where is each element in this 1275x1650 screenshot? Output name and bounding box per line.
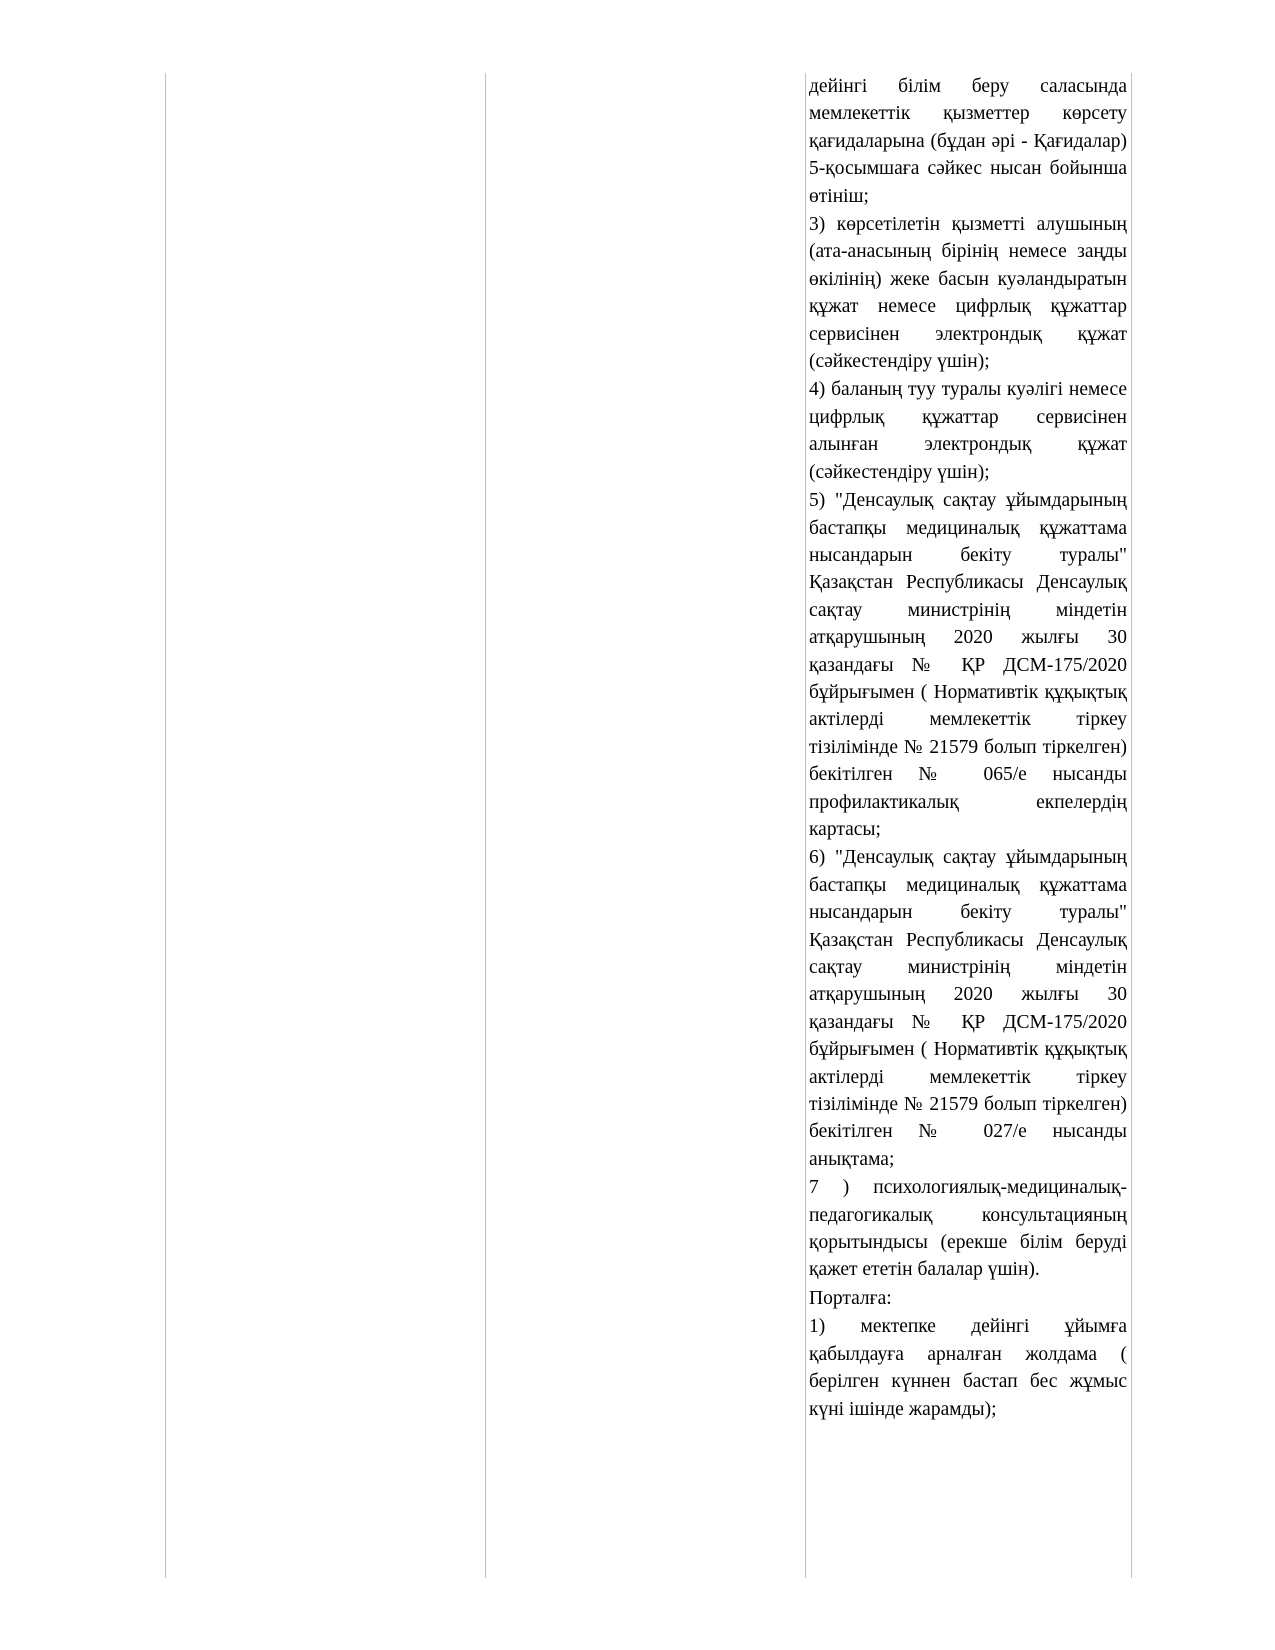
table-column-divider-2	[805, 73, 806, 1578]
table-left-border	[165, 73, 166, 1578]
table-column-divider-1	[485, 73, 486, 1578]
table-right-border	[1131, 73, 1132, 1578]
paragraph-pmpc-conclusion: 7 ) психологиялық-медициналық-педагогикалық консультацияның қорытындысы (ерекше білім беруді қажет ететін балалар үшін).	[809, 1177, 1127, 1281]
paragraph-portal-heading: Порталға:	[809, 1287, 892, 1309]
paragraph-medical-certificate: 6) "Денсаулық сақтау ұйымдарының бастапқы медициналық құжаттама нысандарын бекіту туралы" Қазақстан Республикасы Денсаулық сақтау министрінің міндетін атқарушының 2020 жылғы 30 қазандағы № ҚР ДСМ-175/2020 бұйрығымен ( Нормативтік құқықтық актілерді мемлекеттік тіркеу тізілімінде № 21579 болып тіркелген) бекітілген № 027/е нысанды анықтама;	[809, 847, 1127, 1170]
paragraph-birth-certificate: 4) баланың туу туралы куәлігі немесе цифрлық құжаттар сервисінен алынған электрондық құжат (сәйкестендіру үшін);	[809, 379, 1127, 483]
paragraph-application-form: дейінгі білім беру саласында мемлекеттік қызметтер көрсету қағидаларына (бұдан әрі - Қағидалар) 5-қосымшаға сәйкес нысан бойынша өтініш;	[809, 76, 1127, 207]
paragraph-identity-document: 3) көрсетілетін қызметті алушының (ата-анасының бірінің немесе заңды өкілінің) жеке басын куәландыратын құжат немесе цифрлық құжаттар сервисінен электрондық құжат (сәйкестендіру үшін);	[809, 214, 1127, 373]
table-cell-requirements	[809, 73, 1127, 1424]
paragraph-admission-referral: 1) мектепке дейінгі ұйымға қабылдауға арналған жолдама ( берілген күннен бастап бес жұмыс күні ішінде жарамды);	[809, 1316, 1127, 1420]
paragraph-vaccination-card: 5) "Денсаулық сақтау ұйымдарының бастапқы медициналық құжаттама нысандарын бекіту туралы" Қазақстан Республикасы Денсаулық сақтау министрінің міндетін атқарушының 2020 жылғы 30 қазандағы № ҚР ДСМ-175/2020 бұйрығымен ( Нормативтік құқықтық актілерді мемлекеттік тіркеу тізілімінде № 21579 болып тіркелген) бекітілген № 065/е нысанды профилактикалық екпелердің картасы;	[809, 490, 1127, 840]
